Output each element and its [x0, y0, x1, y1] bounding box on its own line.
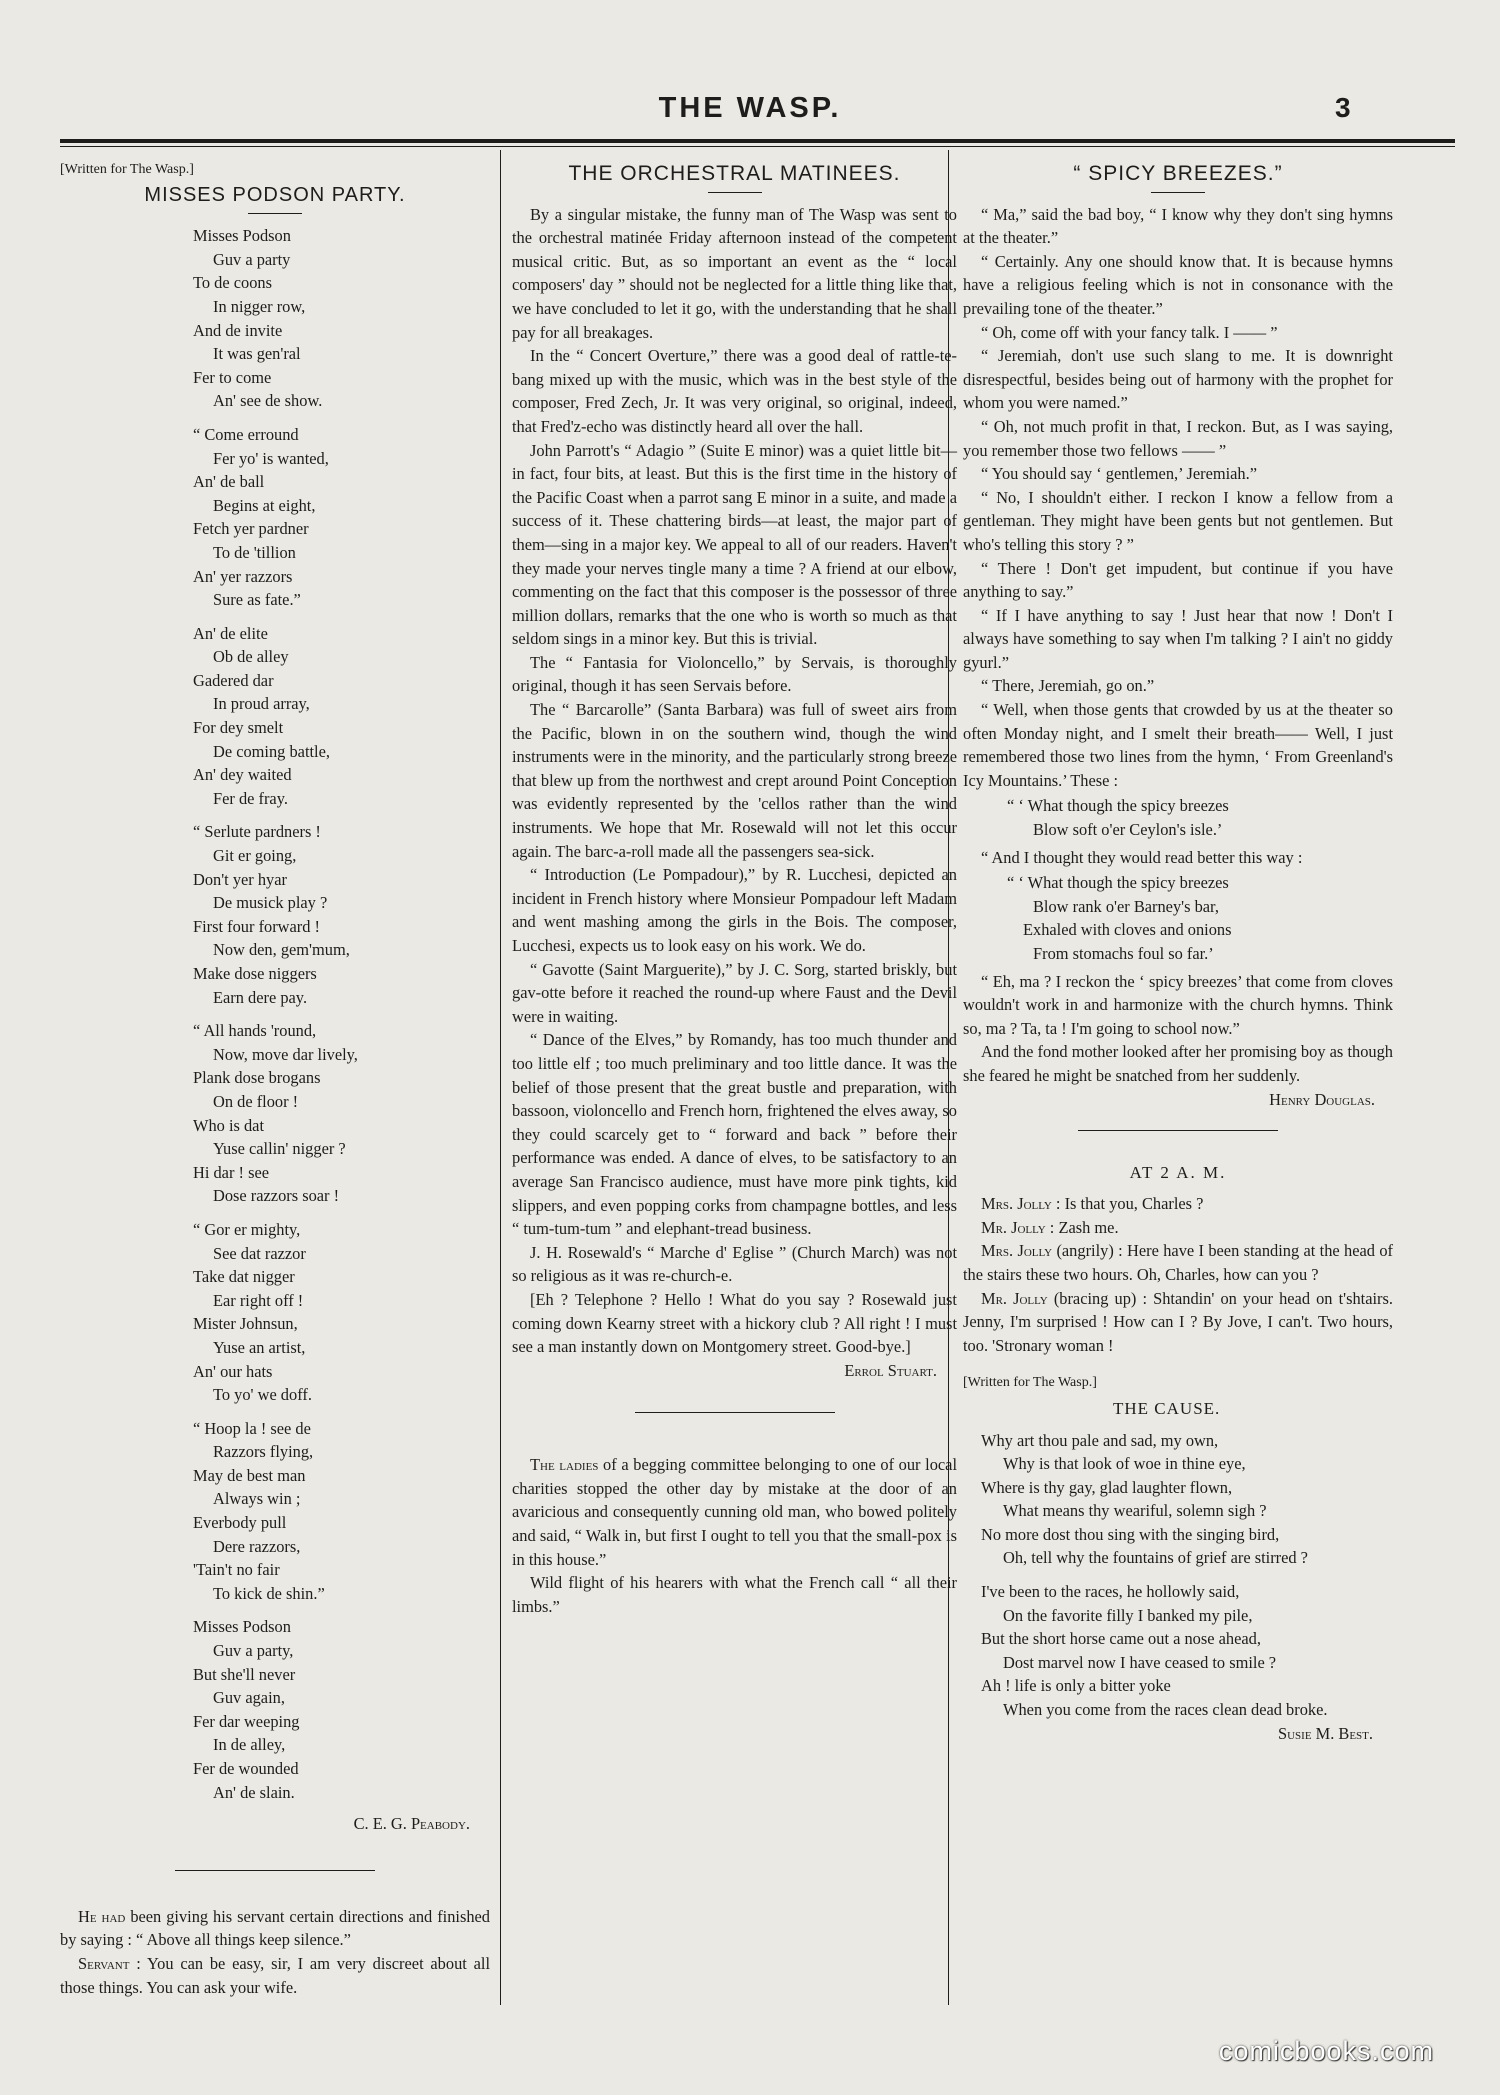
- poem-line: Ear right off !: [213, 1290, 304, 1310]
- article-paragraph: “ There, Jeremiah, go on.”: [981, 676, 1155, 696]
- poem-line: Fer de wounded: [193, 1759, 299, 1778]
- poem-line: “ All hands 'round,: [193, 1021, 317, 1041]
- poem-line: For dey smelt: [193, 718, 284, 738]
- article-paragraph: “ Introduction (Le Pompadour),” by R. Lucchesi, depicted an incident in French history where Monsieur Pompadour left Madam and went mashing among the girls in the Bois. The composer, Lucchesi, expects us to look easy on his work. We do.: [512, 865, 957, 955]
- article-paragraph: John Parrott's “ Adagio ” (Suite E minor) was a quiet little bit—in fact, four bits, at least. But this is the first time in the history of the Pacific Coast when a parrot sang E minor in a suite, and made a success of it. These chattering birds—at least, the major part of them—sing in a major key. We appeal to all of our readers. Haven't they made your nerves tingle many a time ? A friend at our elbow, commenting on the fact that this composer is the possessor of three million dollars, remarks that the one who is worth so much as that seldom sings in a minor key. But this is trivial.: [512, 440, 957, 649]
- poem-title: THE CAUSE.: [1113, 1398, 1221, 1418]
- speaker: Mr. Jolly: [981, 1288, 1048, 1308]
- poem-line: Fer dar weeping: [193, 1711, 300, 1731]
- author-byline: C. E. G. Peabody.: [353, 1814, 470, 1834]
- poem-line: Make dose niggers: [193, 964, 317, 983]
- poem-line: But the short horse came out a nose ahead,: [981, 1629, 1261, 1649]
- dialog-text: (angrily) : Here have I been standing at the head of the stairs these two hours. Oh, Charles, how can you ?: [963, 1241, 1394, 1284]
- article-body: [512, 203, 957, 1359]
- article-paragraph: By a singular mistake, the funny man of The Wasp was sent to the orchestral matinée Friday afternoon instead of the competent musical critic. But, as so important an event as the “ local composers' day ” should not be neglected for a little thing like that, we have concluded to let it go, with the understanding that he shall pay for all breakages.: [512, 204, 957, 342]
- poem-line: Misses Podson: [193, 1617, 291, 1637]
- poem-line: Dose razzors soar !: [213, 1186, 340, 1206]
- poem-line: “ Come erround: [193, 424, 299, 444]
- poem-line: On de floor !: [213, 1091, 299, 1111]
- poem-line: It was gen'ral: [213, 344, 301, 364]
- poem-line: An' de slain.: [213, 1782, 295, 1802]
- poem-line: Now, move dar lively,: [213, 1044, 358, 1064]
- title-rule: [708, 192, 762, 193]
- poem-line: Misses Podson: [193, 226, 291, 246]
- poem-line: 'Tain't no fair: [193, 1560, 280, 1580]
- author-byline: Henry Douglas.: [1269, 1089, 1375, 1109]
- section-title: AT 2 A. M.: [1129, 1162, 1227, 1182]
- poem-line: Don't yer hyar: [193, 869, 287, 889]
- poem-line: Gadered dar: [193, 670, 274, 690]
- poem-line: An' yer razzors: [193, 566, 293, 586]
- poem-line: De coming battle,: [213, 741, 330, 761]
- poem-line: Git er going,: [213, 846, 297, 866]
- poem-line: Plank dose brogans: [193, 1068, 321, 1088]
- article-paragraph: “ Oh, not much profit in that, I reckon. But, as I was saying, you remember those two fellows —— ”: [963, 416, 1393, 460]
- poem-line: Guv again,: [213, 1688, 285, 1708]
- poem-line: An' de elite: [193, 623, 268, 643]
- poem-line: Fer de fray.: [213, 788, 288, 808]
- poem-line: And de invite: [193, 320, 283, 340]
- column-3: [963, 158, 1393, 1745]
- speaker: Mr. Jolly :: [981, 1217, 1055, 1237]
- poem-line: To yo' we doff.: [213, 1385, 312, 1405]
- poem-line: “ Gor er mighty,: [193, 1219, 301, 1239]
- dialog: [963, 1192, 1393, 1357]
- poem: [60, 224, 490, 1804]
- poem-line: Fer to come: [193, 367, 272, 387]
- masthead-title: THE WASP.: [658, 92, 842, 124]
- poem-stanza: [963, 1429, 1393, 1571]
- poem-line: But she'll never: [193, 1664, 296, 1684]
- article-paragraph: “ Dance of the Elves,” by Romandy, has too much thunder and too little elf ; too much preliminary and too little dance. It was the belief of those present that the great bustle and preparation, with bassoon, violoncello and French horn, frightened the elves away, so they could scarcely get to “ forward and back ” before their performance was ended. A dance of elves, to be satisfactory to an average San Francisco audience, must have more pink tights, kid slippers, and even popping corks from champagne bottles, and less “ tum-tum-tum ” and elephant-tread business.: [512, 1030, 957, 1239]
- poem-line: I've been to the races, he hollowly said,: [981, 1582, 1240, 1602]
- anecdote-paragraph: Servant : You can be easy, sir, I am very discreet about all those things. You can ask your wife.: [60, 1953, 490, 1997]
- dialog-line: [963, 1216, 1393, 1240]
- closing-paragraph: And the fond mother looked after her promising boy as though she feared he might be snatched from her suddenly. Henry Douglas.: [963, 1040, 1393, 1087]
- anecdote-paragraph: He had been giving his servant certain directions and finished by saying : “ Above all things keep silence.”: [60, 1906, 490, 1950]
- article-paragraph: The “ Barcarolle” (Santa Barbara) was full of sweet airs from the Pacific, blown in on the southern wind, though the wind instruments were in the minority, and the particularly strong breeze that blew up from the northwest and crept around Point Conception was evidently represented by the 'cellos rather than the wind instruments. We hope that Mr. Rosewald will not let this occur again. The barc-a-roll made all the passengers sea-sick.: [512, 700, 957, 861]
- poem-line: Fer yo' is wanted,: [213, 448, 329, 468]
- article-paragraph: “ There ! Don't get impudent, but continue if you have anything to say.”: [963, 558, 1393, 602]
- article-paragraph: “ Eh, ma ? I reckon the ‘ spicy breezes’ that come from cloves wouldn't work in and harmonize with the church hymns. Think so, ma ? Ta, ta ! I'm going to school now.”: [963, 971, 1393, 1038]
- poem-line: An' our hats: [193, 1361, 273, 1381]
- article-paragraph: “ No, I shouldn't either. I reckon I know a fellow from a gentleman. They might have been gents but not gentlemen. But who's telling this story ? ”: [963, 487, 1393, 554]
- poem-line: Where is thy gay, glad laughter flown,: [981, 1477, 1233, 1497]
- poem-line: First four forward !: [193, 916, 320, 936]
- author-byline: Susie M. Best.: [1277, 1723, 1373, 1743]
- poem-line: Mister Johnsun,: [193, 1314, 298, 1334]
- poem-line: “ Hoop la ! see de: [193, 1418, 311, 1438]
- verse-line: “ ‘ What though the spicy breezes: [1007, 873, 1229, 893]
- dialog-line: [963, 1239, 1393, 1286]
- section-rule: [635, 1412, 835, 1413]
- poem-stanza: [193, 1218, 490, 1407]
- article-paragraph: [Eh ? Telephone ? Hello ! What do you say ? Rosewald just coming down Kearny street with a hickory club ? All right ! I must see a man instantly down on Montgomery street. Good-bye.]: [512, 1289, 957, 1357]
- poem-line: To de coons: [193, 273, 272, 293]
- article-paragraph: “ Well, when those gents that crowded by us at the theater so often Monday night, and I smelt their breath—— Well, I just remembered those two lines from the hymn, ‘ From Greenland's Icy Mountains.’ These :: [963, 700, 1393, 790]
- article-paragraph: In the “ Concert Overture,” there was a good deal of rattle-te-bang mixed up with the music, which was in the best style of the composer, Fred Zech, Jr. It was very original, so original, indeed, that Fred'z-echo was distinctly heard all over the hall.: [512, 346, 957, 436]
- dialog-line: [963, 1192, 1393, 1216]
- poem-line: Fetch yer pardner: [193, 519, 309, 539]
- dialog-text: Is that you, Charles ?: [1060, 1194, 1204, 1214]
- poem-stanza: [193, 1615, 490, 1804]
- article-paragraph: “ Certainly. Any one should know that. It is because hymns have a religious feeling which is not in consonance with the prevailing tone of the theater.”: [963, 251, 1393, 318]
- poem-line: Razzors flying,: [213, 1442, 314, 1462]
- poem-line: No more dost thou sing with the singing bird,: [981, 1524, 1280, 1544]
- poem-line: Why is that look of woe in thine eye,: [1003, 1454, 1246, 1474]
- written-for-note: [Written for The Wasp.]: [963, 1375, 1097, 1391]
- poem-stanza: [193, 1019, 490, 1208]
- article-title: “ SPICY BREEZES.”: [1073, 162, 1283, 185]
- dialog-text: (bracing up) : Shtandin' on your head on t'shtairs. Jenny, I'm surprised ! How can I ? By Jove, I can't. Two hours, too. 'Stronary woman !: [963, 1288, 1393, 1355]
- hymn-verse: [963, 794, 1393, 841]
- poem-line: Now den, gem'mum,: [213, 940, 350, 960]
- written-for-note: [Written for The Wasp.]: [60, 162, 194, 177]
- article-title: THE ORCHESTRAL MATINEES.: [568, 162, 901, 185]
- item-paragraph: The ladies of a begging committee belonging to one of our local charities stopped the other day by mistake at the door of an avaricious and consequently cunning old man, who bowed politely and said, “ Walk in, but first I ought to tell you that the small-pox is in this house.”: [512, 1455, 957, 1569]
- poem-line: To de 'tillion: [213, 542, 296, 562]
- poem-line: De musick play ?: [213, 893, 328, 913]
- verse-line: From stomachs foul so far.’: [1033, 944, 1214, 963]
- article-paragraph: The “ Fantasia for Violoncello,” by Servais, is thoroughly original, though it has seen Servais before.: [512, 652, 957, 696]
- poem-line: Hi dar ! see: [193, 1162, 269, 1182]
- poem-line: In nigger row,: [213, 296, 306, 316]
- section-rule: [175, 1870, 375, 1871]
- article-paragraph: “ Ma,” said the bad boy, “ I know why they don't sing hymns at the theater.”: [963, 204, 1393, 248]
- poem-line: Earn dere pay.: [213, 987, 308, 1007]
- dialog-line: [963, 1287, 1393, 1358]
- poem-line: To kick de shin.”: [213, 1583, 325, 1603]
- verse-line: Exhaled with cloves and onions: [1023, 920, 1232, 940]
- parody-verse: [963, 871, 1393, 965]
- article-paragraph: “ Gavotte (Saint Marguerite),” by J. C. Sorg, started briskly, but gav-otte before it reached the round-up where Faust and the Devil were in waiting.: [512, 959, 957, 1026]
- column-1: [60, 158, 490, 1999]
- poem-line: Sure as fate.”: [213, 590, 301, 610]
- poem-line: Oh, tell why the fountains of grief are stirred ?: [1003, 1548, 1308, 1568]
- poem-line: May de best man: [193, 1465, 306, 1485]
- article-paragraph: “ Oh, come off with your fancy talk. I —— ”: [981, 322, 1278, 342]
- poem-line: An' dey waited: [193, 765, 292, 785]
- poem-line: Always win ;: [213, 1489, 301, 1509]
- article-paragraph: J. H. Rosewald's “ Marche d' Eglise ” (Church March) was not so religious as it was re-church-e.: [512, 1242, 957, 1286]
- poem-stanza: [963, 1580, 1393, 1722]
- poem-line: Everbody pull: [193, 1513, 287, 1533]
- verse-line: Blow rank o'er Barney's bar,: [1033, 896, 1219, 916]
- poem-stanza: [193, 423, 490, 612]
- section-rule: [1078, 1130, 1278, 1131]
- author-byline: Errol Stuart.: [844, 1360, 937, 1380]
- poem-line: In de alley,: [213, 1735, 286, 1755]
- poem-line: Who is dat: [193, 1115, 265, 1135]
- speaker: Mrs. Jolly :: [981, 1194, 1061, 1214]
- poem-stanza: [193, 820, 490, 1009]
- speaker: Mrs. Jolly: [981, 1241, 1053, 1261]
- poem-stanza: [193, 224, 490, 413]
- poem-line: Dere razzors,: [213, 1536, 301, 1556]
- poem-line: “ Serlute pardners !: [193, 822, 321, 842]
- column-2: [512, 158, 957, 1618]
- poem-line: Why art thou pale and sad, my own,: [981, 1430, 1219, 1450]
- page-number: 3: [1335, 92, 1351, 123]
- dialog-text: Zash me.: [1054, 1217, 1119, 1237]
- poem-line: Ob de alley: [213, 647, 289, 667]
- article-paragraph: “ If I have anything to say ! Just hear that now ! Don't I always have something to say when I'm talking ? I ain't no giddy gyurl.”: [963, 605, 1393, 672]
- poem-line: Take dat nigger: [193, 1267, 295, 1287]
- poem-line: In proud array,: [213, 694, 310, 714]
- title-rule: [1151, 192, 1205, 193]
- article-paragraph: “ Jeremiah, don't use such slang to me. It is downright disrespectful, besides being out of harmony with the prophet for whom you were named.”: [963, 346, 1393, 413]
- article-body: [963, 970, 1393, 1041]
- poem-line: See dat razzor: [213, 1243, 306, 1263]
- poem-line: Begins at eight,: [213, 495, 316, 515]
- poem-line: Yuse an artist,: [213, 1337, 306, 1357]
- verse-line: “ ‘ What though the spicy breezes: [1007, 796, 1229, 816]
- poem-line: Yuse callin' nigger ?: [213, 1139, 346, 1159]
- item-paragraph: Wild flight of his hearers with what the French call “ all their limbs.”: [512, 1573, 957, 1616]
- poem-line: Dost marvel now I have ceased to smile ?: [1003, 1652, 1277, 1672]
- poem-stanza: [193, 1417, 490, 1606]
- article-paragraph: “ And I thought they would read better this way :: [981, 847, 1303, 867]
- poem-line: An' see de show.: [213, 391, 323, 411]
- poem-line: Guv a party,: [213, 1641, 294, 1661]
- header-rule-thin: [60, 146, 1455, 147]
- poem-stanza: [193, 622, 490, 811]
- poem-line: An' de ball: [193, 472, 265, 492]
- title-rule: [248, 213, 302, 214]
- article-title: MISSES PODSON PARTY.: [144, 183, 406, 206]
- watermark: comicbooks.com: [1218, 2036, 1434, 2066]
- poem-line: Ah ! life is only a bitter yoke: [981, 1676, 1171, 1696]
- column-divider: [500, 150, 501, 2005]
- poem-line: On the favorite filly I banked my pile,: [1003, 1605, 1253, 1625]
- header-rule: [60, 139, 1455, 143]
- poem-line: Guv a party: [213, 249, 291, 269]
- article-paragraph: “ You should say ‘ gentlemen,’ Jeremiah.”: [981, 464, 1257, 484]
- article-body: [963, 203, 1393, 793]
- poem-line: What means thy weariful, solemn sigh ?: [1003, 1501, 1267, 1521]
- verse-line: Blow soft o'er Ceylon's isle.’: [1033, 820, 1223, 840]
- poem-line: When you come from the races clean dead broke.: [1003, 1700, 1328, 1720]
